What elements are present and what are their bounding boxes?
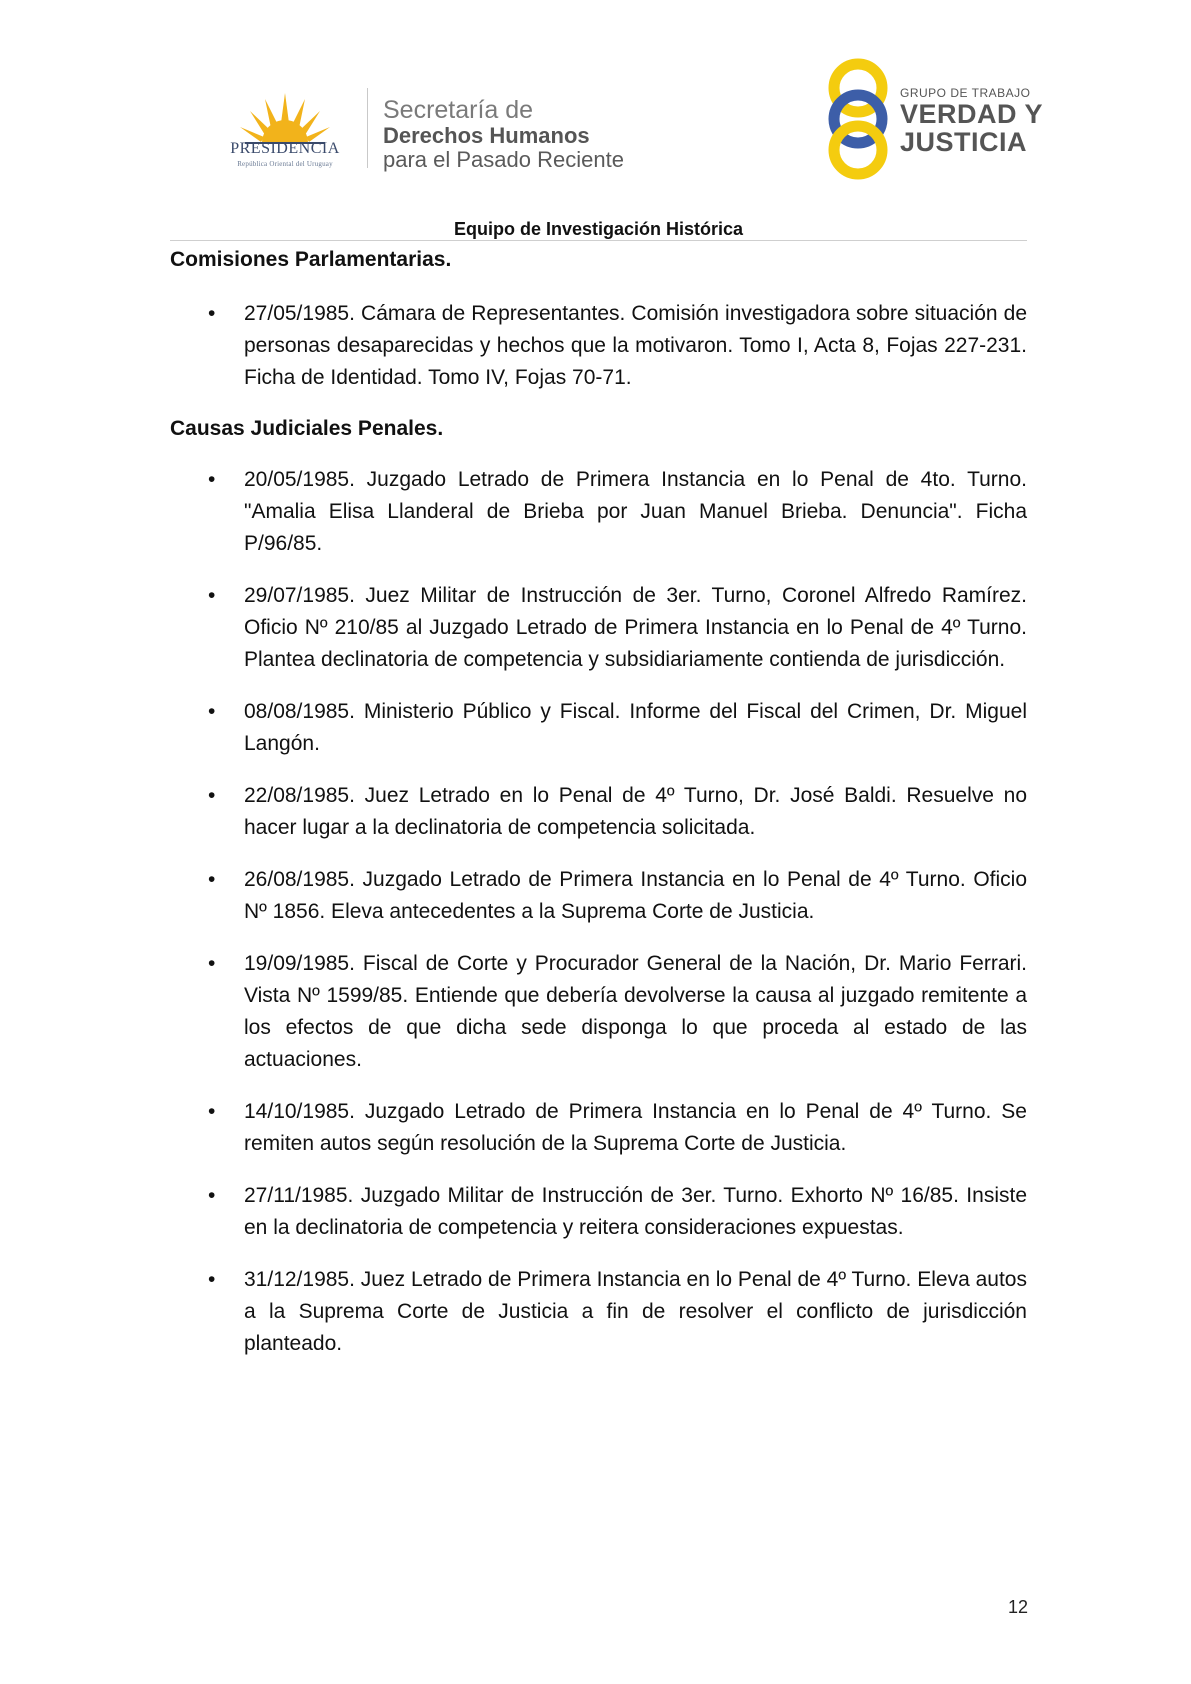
section-heading-causas: Causas Judiciales Penales.	[170, 417, 444, 440]
list-item	[170, 1180, 1027, 1244]
bullet: •	[208, 302, 216, 325]
grupo-trabajo-text	[900, 86, 1043, 156]
list-item	[170, 298, 1027, 394]
unit-title: Equipo de Investigación Histórica	[453, 219, 744, 239]
list-item-text: 14/10/1985. Juzgado Letrado de Primera Instancia en lo Penal de 4º Turno. Se remiten autos según resolución de la Suprema Corte de Justicia.	[244, 1100, 1027, 1155]
list-item	[170, 780, 1027, 844]
presidencia-subtitle: República Oriental del Uruguay	[237, 160, 333, 168]
header-divider	[367, 88, 368, 168]
bullet: •	[208, 1268, 216, 1291]
list-item	[170, 1096, 1027, 1160]
bullet: •	[208, 1184, 216, 1207]
causas-list	[170, 464, 1027, 1360]
secretaria-line-3: para el Pasado Reciente	[383, 147, 624, 172]
secretaria-line-1: Secretaría de	[383, 96, 534, 124]
secretaria-line-2: Derechos Humanos	[383, 123, 590, 148]
bullet: •	[208, 584, 216, 607]
list-item-text: 29/07/1985. Juez Militar de Instrucción de 3er. Turno, Coronel Alfredo Ramírez. Oficio Nº 210/85 al Juzgado Letrado de Primera Instancia en lo Penal de 4º Turno. Plantea declinatoria de competencia y subsidiariamente contienda de jurisdicción.	[244, 584, 1027, 671]
list-item-text: 19/09/1985. Fiscal de Corte y Procurador General de la Nación, Dr. Mario Ferrari. Vista Nº 1599/85. Entiende que debería devolverse la causa al juzgado remitente a los efectos de que dicha sede disponga lo que proceda al estado de las actuaciones.	[244, 952, 1027, 1071]
bullet: •	[208, 952, 216, 975]
list-item-text: 27/11/1985. Juzgado Militar de Instrucción de 3er. Turno. Exhorto Nº 16/85. Insiste en la declinatoria de competencia y reitera consideraciones expuestas.	[244, 1184, 1027, 1239]
list-item-text: 27/05/1985. Cámara de Representantes. Comisión investigadora sobre situación de personas desaparecidas y hechos que la motivaron. Tomo I, Acta 8, Fojas 227-231. Ficha de Identidad. Tomo IV, Fojas 70-71.	[244, 302, 1027, 389]
header-rule	[170, 240, 1027, 241]
list-item-text: 08/08/1985. Ministerio Público y Fiscal. Informe del Fiscal del Crimen, Dr. Miguel Langón.	[244, 700, 1027, 755]
grupo-line-2: VERDAD Y	[900, 99, 1044, 129]
comisiones-list	[170, 298, 1027, 394]
bullet: •	[208, 1100, 216, 1123]
verdad-justicia-rings-logo	[822, 56, 894, 182]
section-heading-comisiones: Comisiones Parlamentarias.	[170, 248, 452, 271]
list-item	[170, 464, 1027, 560]
list-item-text: 20/05/1985. Juzgado Letrado de Primera Instancia en lo Penal de 4to. Turno. "Amalia Elisa Llanderal de Brieba por Juan Manuel Brieba. Denuncia". Ficha P/96/85.	[244, 468, 1027, 555]
list-item-text: 26/08/1985. Juzgado Letrado de Primera Instancia en lo Penal de 4º Turno. Oficio Nº 1856. Eleva antecedentes a la Suprema Corte de Justicia.	[244, 868, 1027, 923]
bullet: •	[208, 468, 216, 491]
list-item	[170, 696, 1027, 760]
bullet: •	[208, 868, 216, 891]
grupo-line-3: JUSTICIA	[900, 127, 1028, 157]
list-item	[170, 580, 1027, 676]
page-header	[0, 0, 1191, 215]
bullet: •	[208, 784, 216, 807]
list-item	[170, 1264, 1027, 1360]
list-item-text: 31/12/1985. Juez Letrado de Primera Instancia en lo Penal de 4º Turno. Eleva autos a la Suprema Corte de Justicia a fin de resolver el conflicto de jurisdicción planteado.	[244, 1268, 1027, 1355]
grupo-line-1: GRUPO DE TRABAJO	[900, 86, 1031, 100]
presidencia-name: PRESIDENCIA	[230, 140, 340, 157]
page-number: 12	[1007, 1597, 1028, 1617]
list-item-text: 22/08/1985. Juez Letrado en lo Penal de 4º Turno, Dr. José Baldi. Resuelve no hacer lugar a la declinatoria de competencia solicitada.	[244, 784, 1027, 839]
list-item	[170, 864, 1027, 928]
bullet: •	[208, 700, 216, 723]
secretaria-logo-text	[383, 96, 624, 172]
document-body	[170, 245, 1027, 1360]
list-item	[170, 948, 1027, 1076]
